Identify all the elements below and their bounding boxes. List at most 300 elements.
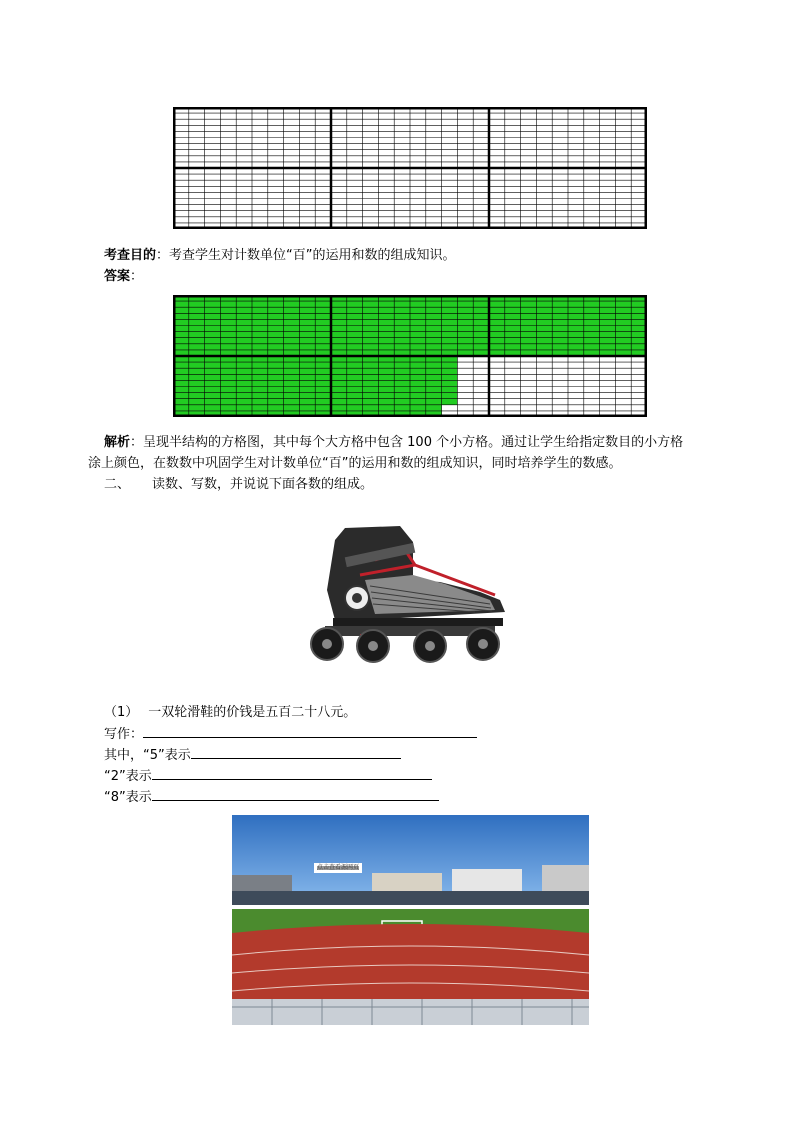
filled-cell — [410, 301, 426, 307]
filled-cell — [347, 399, 363, 405]
filled-cell — [410, 313, 426, 319]
filled-cell — [189, 338, 205, 344]
filled-cell — [363, 368, 379, 374]
filled-cell — [220, 313, 236, 319]
filled-cell — [410, 362, 426, 368]
filled-cell — [299, 393, 315, 399]
five-answer-line[interactable] — [191, 744, 401, 759]
eight-label: “8”表示 — [104, 790, 152, 805]
filled-cell — [442, 362, 458, 368]
filled-cell — [536, 338, 552, 344]
analysis-colon: ： — [130, 435, 144, 450]
filled-cell — [268, 387, 284, 393]
filled-cell — [378, 319, 394, 325]
filled-cell — [378, 307, 394, 313]
filled-cell — [205, 313, 221, 319]
filled-cell — [394, 344, 410, 350]
filled-cell — [347, 332, 363, 338]
filled-cell — [615, 332, 631, 338]
filled-cell — [378, 380, 394, 386]
filled-cell — [378, 405, 394, 411]
filled-cell — [442, 313, 458, 319]
filled-cell — [615, 326, 631, 332]
answer-colon: ： — [130, 269, 144, 284]
filled-cell — [521, 307, 537, 313]
filled-cell — [552, 301, 568, 307]
eight-answer-line[interactable] — [152, 786, 439, 801]
filled-cell — [236, 307, 252, 313]
section2-heading — [104, 474, 724, 495]
filled-cell — [600, 326, 616, 332]
purpose-label: 考查目的 — [104, 248, 157, 263]
filled-cell — [347, 338, 363, 344]
filled-cell — [363, 326, 379, 332]
filled-cell — [299, 368, 315, 374]
filled-cell — [442, 380, 458, 386]
filled-cell — [252, 380, 268, 386]
filled-cell — [521, 332, 537, 338]
filled-cell — [394, 362, 410, 368]
filled-cell — [252, 393, 268, 399]
filled-cell — [363, 387, 379, 393]
filled-cell — [378, 393, 394, 399]
filled-cell — [299, 387, 315, 393]
filled-cell — [394, 326, 410, 332]
filled-cell — [410, 393, 426, 399]
filled-cell — [552, 326, 568, 332]
question1-number: （1） — [104, 705, 139, 720]
filled-cell — [615, 307, 631, 313]
filled-cell — [505, 332, 521, 338]
filled-cell — [600, 344, 616, 350]
section2-title: 读数、写数，并说说下面各数的组成。 — [152, 477, 374, 492]
filled-cell — [536, 332, 552, 338]
filled-cell — [426, 368, 442, 374]
filled-cell — [252, 344, 268, 350]
filled-cell — [205, 338, 221, 344]
filled-cell — [584, 338, 600, 344]
filled-cell — [505, 313, 521, 319]
analysis-paragraph — [104, 432, 724, 453]
question1-text: 一双轮滑鞋的价钱是五百二十八元。 — [148, 705, 357, 720]
filled-cell — [268, 344, 284, 350]
filled-cell — [442, 338, 458, 344]
filled-cell — [220, 387, 236, 393]
filled-cell — [505, 301, 521, 307]
filled-cell — [521, 326, 537, 332]
filled-cell — [252, 362, 268, 368]
big-square — [331, 107, 489, 168]
filled-cell — [489, 307, 505, 313]
filled-cell — [252, 368, 268, 374]
filled-cell — [284, 338, 300, 344]
filled-cell — [331, 344, 347, 350]
filled-cell — [299, 374, 315, 380]
filled-cell — [236, 301, 252, 307]
filled-cell — [378, 332, 394, 338]
filled-cell — [347, 344, 363, 350]
filled-cell — [568, 332, 584, 338]
purpose-text: 考查学生对计数单位“百”的运用和数的组成知识。 — [169, 248, 456, 263]
question1 — [104, 702, 724, 723]
filled-cell — [394, 380, 410, 386]
filled-cell — [363, 399, 379, 405]
filled-cell — [363, 338, 379, 344]
filled-cell — [410, 380, 426, 386]
filled-cell — [205, 332, 221, 338]
filled-cell — [489, 338, 505, 344]
filled-cell — [205, 319, 221, 325]
filled-cell — [394, 338, 410, 344]
analysis-line1: 呈现半结构的方格图，其中每个大方格中包含 100 个小方格。通过让学生给指定数目的小方格 — [143, 435, 684, 450]
filled-cell — [552, 344, 568, 350]
filled-cell — [268, 380, 284, 386]
filled-cell — [536, 301, 552, 307]
filled-cell — [315, 368, 331, 374]
big-square — [331, 168, 489, 229]
filled-cell — [299, 326, 315, 332]
filled-cell — [410, 368, 426, 374]
filled-cell — [489, 332, 505, 338]
filled-cell — [473, 313, 489, 319]
filled-cell — [521, 344, 537, 350]
filled-cell — [299, 332, 315, 338]
filled-cell — [473, 332, 489, 338]
inline-skate-image — [305, 520, 510, 665]
filled-cell — [394, 399, 410, 405]
filled-cell — [426, 387, 442, 393]
filled-cell — [600, 301, 616, 307]
filled-cell — [584, 344, 600, 350]
filled-cell — [457, 338, 473, 344]
filled-cell — [315, 387, 331, 393]
filled-cell — [363, 380, 379, 386]
filled-cell — [378, 338, 394, 344]
filled-cell — [442, 307, 458, 313]
filled-cell — [347, 393, 363, 399]
filled-cell — [315, 307, 331, 313]
filled-cell — [600, 332, 616, 338]
filled-cell — [205, 387, 221, 393]
filled-cell — [252, 387, 268, 393]
filled-cell — [252, 374, 268, 380]
filled-cell — [442, 301, 458, 307]
filled-cell — [236, 368, 252, 374]
filled-cell — [615, 313, 631, 319]
filled-cell — [220, 301, 236, 307]
filled-cell — [536, 344, 552, 350]
filled-cell — [315, 399, 331, 405]
filled-cell — [299, 313, 315, 319]
hundred-grid-question — [173, 107, 647, 229]
grid-svg — [173, 295, 647, 417]
filled-cell — [189, 368, 205, 374]
filled-cell — [378, 368, 394, 374]
filled-cell — [268, 338, 284, 344]
filled-cell — [347, 374, 363, 380]
filled-cell — [615, 301, 631, 307]
filled-cell — [284, 393, 300, 399]
filled-cell — [284, 387, 300, 393]
filled-cell — [268, 332, 284, 338]
filled-cell — [536, 319, 552, 325]
filled-cell — [284, 380, 300, 386]
filled-cell — [457, 319, 473, 325]
filled-cell — [189, 380, 205, 386]
filled-cell — [331, 374, 347, 380]
filled-cell — [205, 368, 221, 374]
filled-cell — [363, 307, 379, 313]
filled-cell — [284, 405, 300, 411]
filled-cell — [473, 319, 489, 325]
filled-cell — [236, 319, 252, 325]
filled-cell — [568, 313, 584, 319]
filled-cell — [236, 405, 252, 411]
filled-cell — [521, 313, 537, 319]
five-row — [104, 744, 724, 766]
filled-cell — [315, 301, 331, 307]
filled-cell — [252, 319, 268, 325]
filled-cell — [457, 332, 473, 338]
filled-cell — [284, 319, 300, 325]
filled-cell — [378, 399, 394, 405]
section2-number: 二、 — [104, 477, 131, 492]
filled-cell — [568, 338, 584, 344]
big-square — [173, 107, 331, 168]
filled-cell — [394, 332, 410, 338]
two-row — [104, 765, 724, 787]
filled-cell — [236, 399, 252, 405]
big-square — [173, 295, 331, 356]
filled-cell — [394, 301, 410, 307]
filled-cell — [347, 319, 363, 325]
filled-cell — [584, 326, 600, 332]
filled-cell — [505, 326, 521, 332]
filled-cell — [315, 362, 331, 368]
filled-cell — [299, 338, 315, 344]
filled-cell — [394, 313, 410, 319]
filled-cell — [205, 380, 221, 386]
filled-cell — [615, 319, 631, 325]
filled-cell — [268, 405, 284, 411]
filled-cell — [331, 332, 347, 338]
filled-cell — [363, 319, 379, 325]
filled-cell — [410, 374, 426, 380]
filled-cell — [189, 399, 205, 405]
stadium-photo — [232, 815, 589, 1025]
filled-cell — [189, 301, 205, 307]
filled-cell — [268, 326, 284, 332]
filled-cell — [299, 307, 315, 313]
filled-cell — [552, 313, 568, 319]
filled-cell — [347, 380, 363, 386]
filled-cell — [442, 319, 458, 325]
two-label: “2”表示 — [104, 769, 152, 784]
filled-cell — [505, 319, 521, 325]
filled-cell — [189, 387, 205, 393]
filled-cell — [347, 307, 363, 313]
filled-cell — [584, 332, 600, 338]
filled-cell — [299, 344, 315, 350]
answer-label: 答案 — [104, 269, 131, 284]
answer-paragraph — [104, 266, 724, 287]
filled-cell — [552, 332, 568, 338]
filled-cell — [552, 319, 568, 325]
filled-cell — [363, 301, 379, 307]
filled-cell — [315, 393, 331, 399]
stadium-sign-text: 点击查看源网页 — [316, 864, 359, 871]
filled-cell — [331, 307, 347, 313]
filled-cell — [189, 362, 205, 368]
filled-cell — [284, 362, 300, 368]
filled-cell — [189, 405, 205, 411]
big-square — [489, 168, 647, 229]
filled-cell — [205, 301, 221, 307]
purpose-colon: ： — [156, 248, 170, 263]
filled-cell — [236, 380, 252, 386]
filled-cell — [410, 344, 426, 350]
filled-cell — [236, 338, 252, 344]
filled-cell — [268, 368, 284, 374]
filled-cell — [284, 344, 300, 350]
filled-cell — [252, 338, 268, 344]
filled-cell — [600, 307, 616, 313]
filled-cell — [568, 344, 584, 350]
filled-cell — [536, 326, 552, 332]
filled-cell — [489, 313, 505, 319]
filled-cell — [331, 338, 347, 344]
filled-cell — [568, 326, 584, 332]
filled-cell — [331, 405, 347, 411]
filled-cell — [331, 387, 347, 393]
filled-cell — [473, 344, 489, 350]
filled-cell — [252, 326, 268, 332]
filled-cell — [347, 387, 363, 393]
filled-cell — [410, 319, 426, 325]
filled-cell — [426, 301, 442, 307]
filled-cell — [363, 405, 379, 411]
filled-cell — [442, 326, 458, 332]
filled-cell — [236, 374, 252, 380]
filled-cell — [394, 307, 410, 313]
big-square — [489, 356, 647, 417]
filled-cell — [236, 313, 252, 319]
filled-cell — [315, 374, 331, 380]
big-square — [331, 356, 489, 417]
filled-cell — [489, 344, 505, 350]
filled-cell — [426, 393, 442, 399]
filled-cell — [299, 319, 315, 325]
filled-cell — [584, 319, 600, 325]
filled-cell — [584, 313, 600, 319]
five-label: 其中，“5”表示 — [104, 748, 191, 763]
filled-cell — [363, 313, 379, 319]
filled-cell — [489, 326, 505, 332]
filled-cell — [410, 405, 426, 411]
filled-cell — [378, 362, 394, 368]
filled-cell — [189, 313, 205, 319]
filled-cell — [284, 313, 300, 319]
filled-cell — [426, 399, 442, 405]
filled-cell — [284, 368, 300, 374]
filled-cell — [220, 393, 236, 399]
filled-cell — [331, 326, 347, 332]
filled-cell — [299, 399, 315, 405]
filled-cell — [236, 344, 252, 350]
filled-cell — [426, 344, 442, 350]
filled-cell — [410, 326, 426, 332]
filled-cell — [426, 405, 442, 411]
filled-cell — [268, 362, 284, 368]
filled-cell — [505, 344, 521, 350]
filled-cell — [205, 362, 221, 368]
filled-cell — [363, 374, 379, 380]
filled-cell — [268, 319, 284, 325]
filled-cell — [331, 368, 347, 374]
filled-cell — [426, 380, 442, 386]
filled-cell — [394, 387, 410, 393]
filled-cell — [363, 393, 379, 399]
filled-cell — [347, 368, 363, 374]
filled-cell — [568, 307, 584, 313]
filled-cell — [189, 344, 205, 350]
filled-cell — [378, 313, 394, 319]
filled-cell — [236, 393, 252, 399]
filled-cell — [252, 332, 268, 338]
filled-cell — [220, 399, 236, 405]
filled-cell — [442, 399, 458, 405]
filled-cell — [189, 332, 205, 338]
filled-cell — [299, 301, 315, 307]
filled-cell — [220, 338, 236, 344]
filled-cell — [331, 319, 347, 325]
filled-cell — [299, 362, 315, 368]
filled-cell — [252, 301, 268, 307]
filled-cell — [615, 344, 631, 350]
filled-cell — [410, 387, 426, 393]
filled-cell — [442, 387, 458, 393]
filled-cell — [331, 393, 347, 399]
filled-cell — [394, 319, 410, 325]
filled-cell — [363, 362, 379, 368]
filled-cell — [347, 326, 363, 332]
filled-cell — [521, 338, 537, 344]
filled-cell — [505, 338, 521, 344]
two-answer-line[interactable] — [152, 765, 432, 780]
analysis-line2: 涂上颜色，在数数中巩固学生对计数单位“百”的运用和数的组成知识，同时培养学生的数感。 — [88, 456, 622, 471]
filled-cell — [205, 374, 221, 380]
grid-svg — [173, 107, 647, 229]
filled-cell — [457, 307, 473, 313]
filled-cell — [410, 332, 426, 338]
filled-cell — [457, 326, 473, 332]
filled-cell — [236, 326, 252, 332]
filled-cell — [284, 399, 300, 405]
filled-cell — [315, 313, 331, 319]
filled-cell — [457, 344, 473, 350]
filled-cell — [315, 338, 331, 344]
filled-cell — [220, 405, 236, 411]
filled-cell — [378, 374, 394, 380]
filled-cell — [189, 393, 205, 399]
filled-cell — [600, 319, 616, 325]
filled-cell — [426, 338, 442, 344]
filled-cell — [220, 326, 236, 332]
write-answer-line[interactable] — [143, 723, 477, 738]
filled-cell — [426, 326, 442, 332]
write-label: 写作： — [104, 727, 144, 742]
filled-cell — [473, 307, 489, 313]
